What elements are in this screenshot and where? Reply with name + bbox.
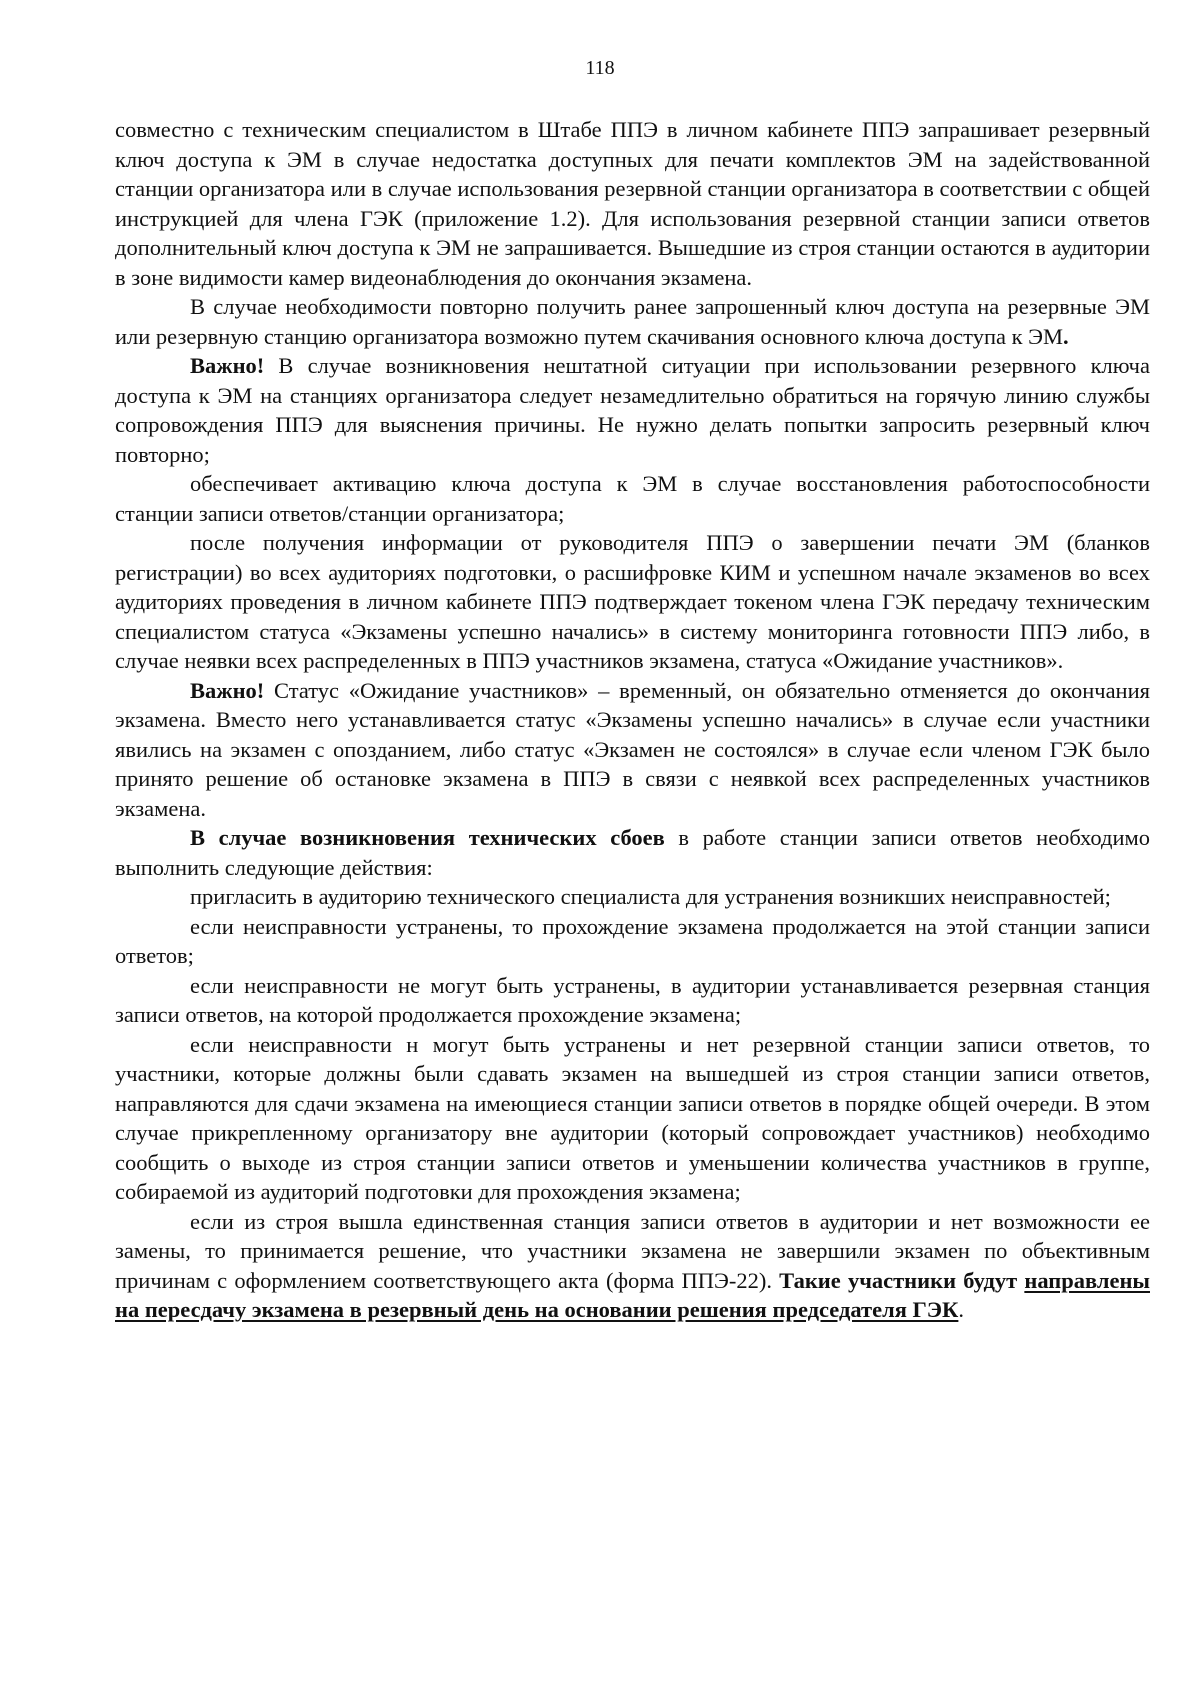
- paragraph-text: если из строя вышла единственная станция записи ответов в аудитории и нет возможности ее замены, то принимается решение, что участники экзамена не завершили экзамен по объективным причинам с оформлением соответствующего акта (форма ППЭ-22).: [115, 1208, 1150, 1293]
- paragraph-text: в работе станции записи ответов необходимо выполнить следующие действия:: [115, 825, 1150, 880]
- paragraph-end: .: [958, 1297, 965, 1322]
- paragraph: если неисправности устранены, то прохождение экзамена продолжается на этой станции записи ответов;: [115, 913, 1150, 968]
- paragraph: пригласить в аудиторию технического специалиста для устранения возникших неисправностей;: [190, 884, 1111, 909]
- paragraph-text: Статус «Ожидание участников» – временный, он обязательно отменяется до окончания экзамена. Вместо него устанавливается статус «Экзамены успешно начались» в случае если участники явились на экзамен с опозданием, либо статус «Экзамен не состоялся» в случае если членом ГЭК было принято решение об остановке экзамена в ППЭ в связи с неявкой всех распределенных участников экзамена.: [115, 677, 1150, 821]
- paragraph: совместно с техническим специалистом в Штабе ППЭ в личном кабинете ППЭ запрашивает резервный ключ доступа к ЭМ в случае недостатка доступных для печати комплектов ЭМ на задействованной станции организатора или в случае использования резервной станции организатора в соответствии с общей инструкцией для члена ГЭК (приложение 1.2). Для использования резервной станции записи ответов дополнительный ключ доступа к ЭМ не запрашивается. Вышедшие из строя станции остаются в аудитории в зоне видимости камер видеонаблюдения до окончания экзамена.: [115, 117, 1150, 290]
- paragraph: если неисправности н могут быть устранены и нет резервной станции записи ответов, то участники, которые должны были сдавать экзамен на вышедшей из строя станции записи ответов, направляются для сдачи экзамена на имеющиеся станции записи ответов в порядке общей очереди. В этом случае прикрепленному организатору вне аудитории (который сопровождает участников) необходимо сообщить о выходе из строя станции записи ответов и уменьшении количества участников в группе, собираемой из аудиторий подготовки для прохождения экзамена;: [115, 1031, 1150, 1204]
- paragraph-important: [115, 676, 1150, 824]
- bold-underlined-text: направлены на пересдачу экзамена в резервный день на основании решения председателя ГЭК: [115, 1267, 1150, 1322]
- paragraph: обеспечивает активацию ключа доступа к ЭМ в случае восстановления работоспособности станции записи ответов/станции организатора;: [115, 471, 1150, 526]
- bold-text: Такие участники будут: [779, 1267, 1025, 1293]
- page-number: 118: [585, 57, 615, 79]
- paragraph-end: .: [1063, 323, 1069, 349]
- bold-heading: В случае возникновения технических сбоев: [190, 825, 665, 850]
- important-label: Важно!: [190, 677, 265, 703]
- paragraph: если неисправности не могут быть устранены, в аудитории устанавливается резервная станция записи ответов, на которой продолжается прохождение экзамена;: [115, 972, 1150, 1027]
- paragraph: после получения информации от руководителя ППЭ о завершении печати ЭМ (бланков регистрации) во всех аудиториях подготовки, о расшифровке КИМ и успешном начале экзаменов во всех аудиториях проведения в личном кабинете ППЭ подтверждает токеном члена ГЭК передачу техническим специалистом статуса «Экзамены успешно начались» в систему мониторинга готовности ППЭ либо, в случае неявки всех распределенных в ППЭ участников экзамена, статуса «Ожидание участников».: [115, 530, 1150, 673]
- paragraph-text: В случае необходимости повторно получить ранее запрошенный ключ доступа на резервные ЭМ или резервную станцию организатора возможно путем скачивания основного ключа доступа к ЭМ: [115, 294, 1150, 349]
- paragraph: [115, 823, 1150, 882]
- paragraph-important: [115, 351, 1150, 469]
- paragraph: [115, 292, 1150, 351]
- paragraph-text: В случае возникновения нештатной ситуации при использовании резервного ключа доступа к ЭМ на станциях организатора следует незамедлительно обратиться на горячую линию службы сопровождения ППЭ для выяснения причины. Не нужно делать попытки запросить резервный ключ повторно;: [115, 353, 1150, 467]
- document-body: [115, 115, 1150, 1325]
- paragraph: [115, 1207, 1150, 1325]
- important-label: Важно!: [190, 353, 265, 378]
